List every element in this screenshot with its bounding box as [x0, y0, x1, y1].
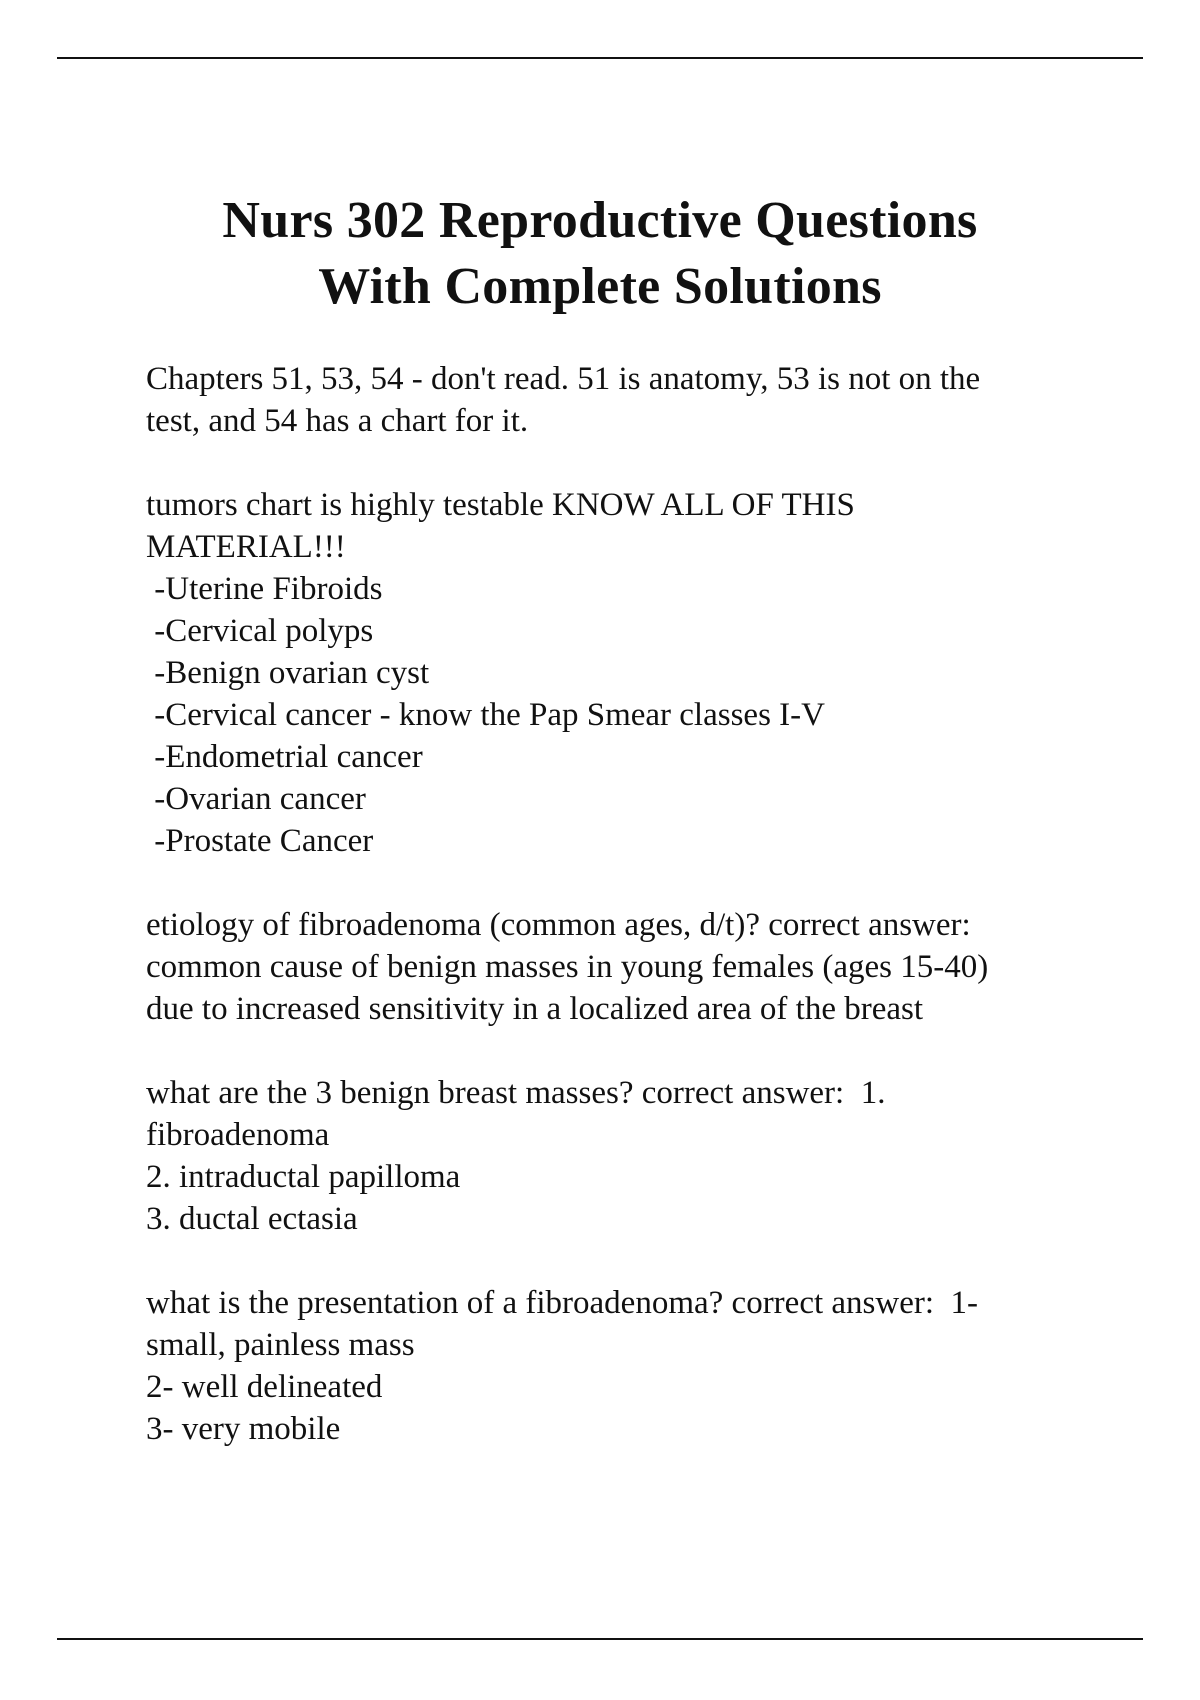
answer-line: 2. intraductal papilloma — [146, 1159, 461, 1195]
question-fibroadenoma-etiology — [146, 904, 1106, 1030]
question-benign-masses — [146, 1072, 1106, 1240]
list-item: -Endometrial cancer — [146, 739, 423, 775]
list-item: -Cervical cancer - know the Pap Smear classes I-V — [146, 697, 825, 733]
answer-line: due to increased sensitivity in a localized area of the breast — [146, 991, 924, 1027]
list-item: -Benign ovarian cyst — [146, 655, 430, 691]
answer-line: fibroadenoma — [146, 1117, 330, 1153]
title-line-2: With Complete Solutions — [318, 258, 882, 315]
question-line: etiology of fibroadenoma (common ages, d/t)? correct answer: — [146, 907, 971, 943]
intro-line: test, and 54 has a chart for it. — [146, 403, 529, 439]
answer-line: common cause of benign masses in young females (ages 15-40) — [146, 949, 989, 985]
bottom-rule — [57, 1638, 1143, 1640]
tumors-paragraph — [146, 484, 1106, 862]
tumors-heading-line: MATERIAL!!! — [146, 529, 346, 565]
document-body — [146, 358, 1106, 1492]
intro-line: Chapters 51, 53, 54 - don't read. 51 is anatomy, 53 is not on the — [146, 361, 981, 397]
top-rule — [57, 57, 1143, 59]
title-line-1: Nurs 302 Reproductive Questions — [222, 192, 978, 249]
answer-line: 3. ductal ectasia — [146, 1201, 358, 1237]
question-line: what are the 3 benign breast masses? correct answer: 1. — [146, 1075, 886, 1111]
answer-line: 3- very mobile — [146, 1411, 341, 1447]
question-line: what is the presentation of a fibroadenoma? correct answer: 1- — [146, 1285, 978, 1321]
list-item: -Cervical polyps — [146, 613, 374, 649]
list-item: -Prostate Cancer — [146, 823, 374, 859]
document-title — [0, 188, 1200, 320]
question-fibroadenoma-presentation — [146, 1282, 1106, 1450]
list-item: -Ovarian cancer — [146, 781, 366, 817]
list-item: -Uterine Fibroids — [146, 571, 383, 607]
intro-paragraph — [146, 358, 1106, 442]
answer-line: 2- well delineated — [146, 1369, 383, 1405]
answer-line: small, painless mass — [146, 1327, 415, 1363]
tumors-list — [146, 568, 1106, 862]
tumors-heading-line: tumors chart is highly testable KNOW ALL OF THIS — [146, 487, 855, 523]
